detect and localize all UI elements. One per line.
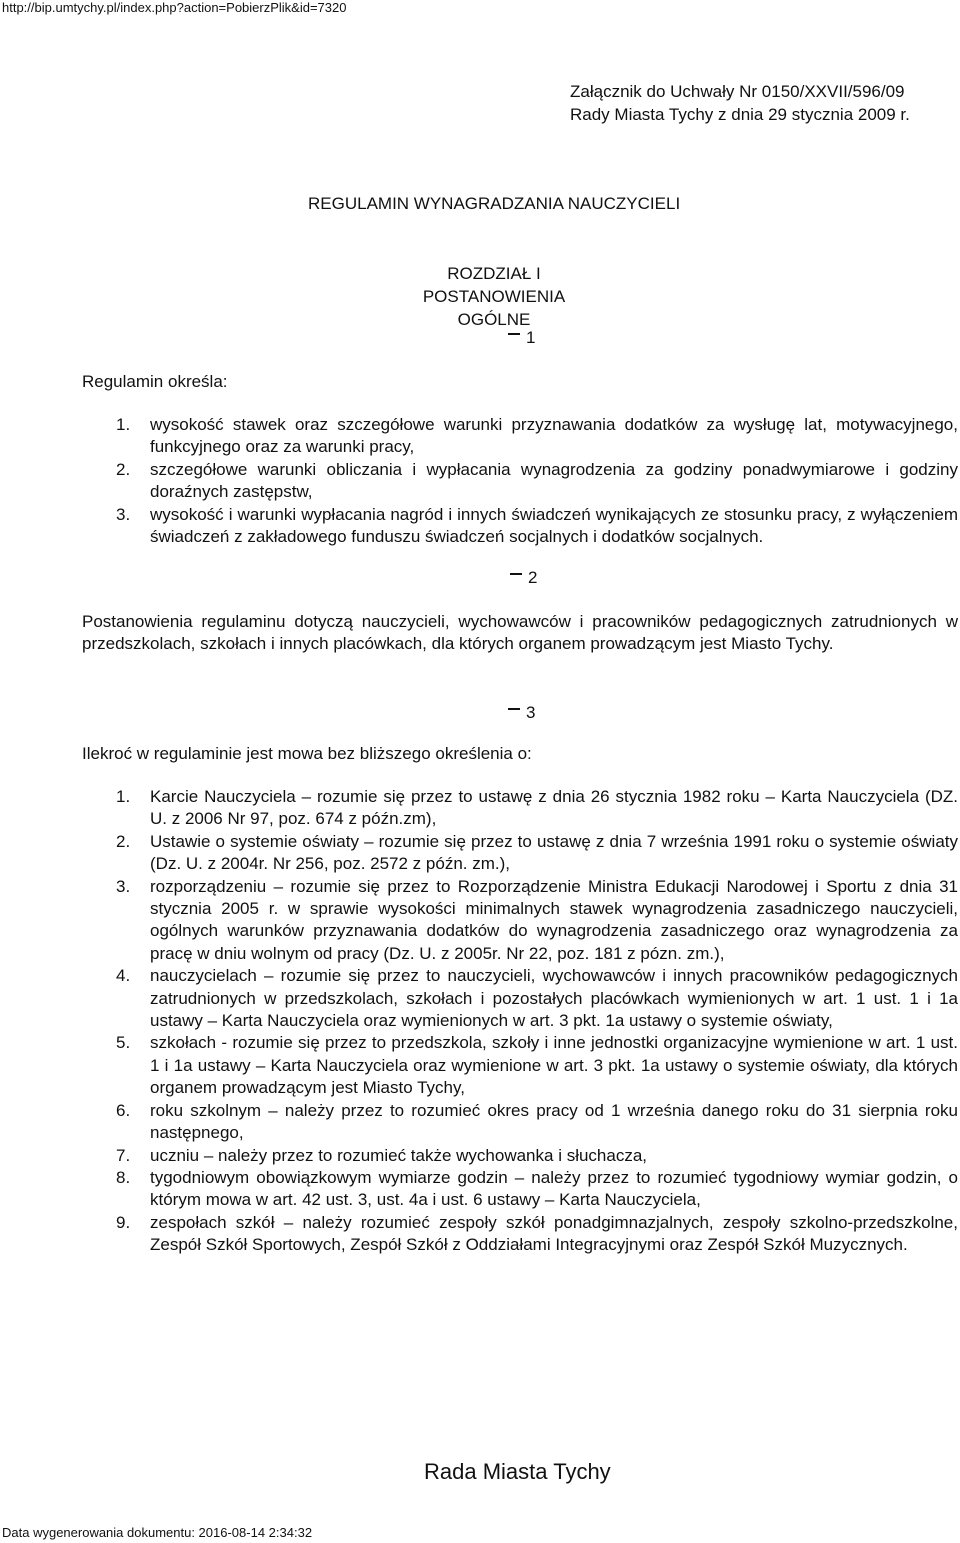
section-sign-icon bbox=[510, 567, 522, 585]
item-text: tygodniowym obowiązkowym wymiarze godzin – należy przez to rozumieć tygodniowy wymiar godzin, o którym mowa w art. 42 ust. 3, ust. 4a i ust. 6 ustawy – Karta Nauczyciela, bbox=[150, 1167, 958, 1210]
item-text: szkołach - rozumie się przez to przedszkola, szkoły i inne jednostki organizacyjne wymienione w art. 1 ust. 1 i 1a ustawy – Karta Nauczyciela oraz wymienione w art. 3 pkt. 1a ustawy o systemie oświaty, dla których organem prowadzącym jest Miasto Tychy, bbox=[150, 1033, 958, 1098]
generation-date: Data wygenerowania dokumentu: 2016-08-14 2:34:32 bbox=[2, 1525, 313, 1540]
item-number: 7. bbox=[116, 1145, 131, 1165]
list-item bbox=[116, 876, 958, 966]
item-text: nauczycielach – rozumie się przez to nauczycieli, wychowawców i innych pracowników pedagogicznych zatrudnionych w przedszkolach, szkołach i pozostałych placówkach wymienionych w art. 1 ust. 1 i 1a ustawy – Karta Nauczyciela oraz wymienionych w art. 3 pkt. 1a ustawy o systemie oświaty, bbox=[150, 966, 958, 1031]
item-text: wysokość i warunki wypłacania nagród i innych świadczeń wynikających ze stosunku pracy, z wyłączeniem świadczeń z zakładowego funduszu świadczeń socjalnych i dodatków socjalnych. bbox=[150, 504, 958, 547]
list-item bbox=[116, 459, 958, 504]
item-number: 3. bbox=[116, 876, 131, 896]
section-2-text: Postanowienia regulaminu dotyczą nauczycieli, wychowawców i pracowników pedagogicznych zatrudnionych w przedszkolach, szkołach i innych placówkach, dla których organem prowadzącym jest Miasto Tychy. bbox=[82, 612, 958, 654]
chapter-name: POSTANOWIENIA OGÓLNE bbox=[422, 287, 566, 329]
item-number: 6. bbox=[116, 1100, 131, 1120]
section-mark-3 bbox=[508, 702, 535, 724]
section-number: 1 bbox=[526, 328, 536, 347]
list-item bbox=[116, 1032, 958, 1099]
section-number: 2 bbox=[528, 568, 538, 587]
item-text: rozporządzeniu – rozumie się przez to Rozporządzenie Ministra Edukacji Narodowej i Sportu z dnia 31 stycznia 2005 r. w sprawie wysokości minimalnych stawek wynagrodzenia zasadniczego nauczycieli, ogólnych warunków przyznawania dodatków do wynagrodzenia zasadniczego oraz wynagrodzenia za pracę w dniu wolnym od pracy (Dz. U. z 2005r. Nr 22, poz. 181 z pózn. zm.), bbox=[150, 876, 958, 963]
annex-line-2: Rady Miasta Tychy z dnia 29 stycznia 2009 r. bbox=[570, 105, 910, 124]
section-1-intro: Regulamin określa: bbox=[82, 372, 228, 391]
document-title: REGULAMIN WYNAGRADZANIA NAUCZYCIELI bbox=[308, 194, 681, 213]
item-number: 4. bbox=[116, 966, 131, 986]
section-sign-icon bbox=[508, 327, 520, 345]
list-item bbox=[116, 965, 958, 1032]
section-sign-icon bbox=[508, 702, 520, 720]
list-item bbox=[116, 786, 958, 831]
item-number: 8. bbox=[116, 1167, 131, 1187]
section-3-intro: Ilekroć w regulaminie jest mowa bez bliższego określenia o: bbox=[82, 744, 532, 763]
section-mark-2 bbox=[510, 567, 537, 589]
annex-header bbox=[570, 80, 910, 126]
item-number: 2. bbox=[116, 459, 131, 479]
item-text: Karcie Nauczyciela – rozumie się przez to ustawę z dnia 26 stycznia 1982 roku – Karta Nauczyciela (DZ. U. z 2006 Nr 97, poz. 674 z późn.zm), bbox=[150, 787, 958, 829]
item-text: Ustawie o systemie oświaty – rozumie się przez to ustawę z dnia 7 września 1991 roku o systemie oświaty (Dz. U. z 2004r. Nr 256, poz. 2572 z późn. zm.), bbox=[150, 831, 958, 874]
section-mark-1 bbox=[508, 327, 535, 349]
item-number: 2. bbox=[116, 831, 131, 851]
list-item bbox=[116, 1145, 958, 1167]
item-text: wysokość stawek oraz szczegółowe warunki przyznawania dodatków za wysługę lat, motywacyjnego, funkcyjnego oraz za warunki pracy, bbox=[150, 415, 958, 457]
item-text: zespołach szkół – należy rozumieć zespoły szkół ponadgimnazjalnych, zespoły szkolno-przedszkolne, Zespół Szkół Sportowych, Zespół Szkół z Oddziałami Integracyjnymi oraz Zespół Szkół Muzycznych. bbox=[150, 1212, 958, 1255]
section-1-list bbox=[116, 414, 958, 548]
list-item bbox=[116, 1167, 958, 1212]
item-text: uczniu – należy przez to rozumieć także wychowanka i słuchacza, bbox=[150, 1145, 648, 1165]
source-url[interactable]: http://bip.umtychy.pl/index.php?action=PobierzPlik&id=7320 bbox=[2, 0, 347, 15]
list-item bbox=[116, 504, 958, 549]
list-item bbox=[116, 831, 958, 876]
section-number: 3 bbox=[526, 703, 536, 722]
item-number: 1. bbox=[116, 415, 131, 434]
signature: Rada Miasta Tychy bbox=[424, 1459, 611, 1484]
item-text: roku szkolnym – należy przez to rozumieć okres pracy od 1 września danego roku do 31 sierpnia roku następnego, bbox=[150, 1100, 958, 1143]
annex-line-1: Załącznik do Uchwały Nr 0150/XXVII/596/09 bbox=[570, 82, 905, 101]
item-text: szczegółowe warunki obliczania i wypłacania wynagrodzenia za godziny ponadwymiarowe i godziny doraźnych zastępstw, bbox=[150, 459, 958, 502]
list-item bbox=[116, 1212, 958, 1257]
list-item bbox=[116, 414, 958, 459]
item-number: 9. bbox=[116, 1212, 131, 1232]
item-number: 3. bbox=[116, 504, 131, 524]
chapter-heading bbox=[394, 262, 594, 331]
section-3-list bbox=[116, 786, 958, 1257]
item-number: 5. bbox=[116, 1033, 131, 1053]
list-item bbox=[116, 1100, 958, 1145]
chapter-number: ROZDZIAŁ I bbox=[447, 264, 541, 283]
item-number: 1. bbox=[116, 787, 131, 806]
